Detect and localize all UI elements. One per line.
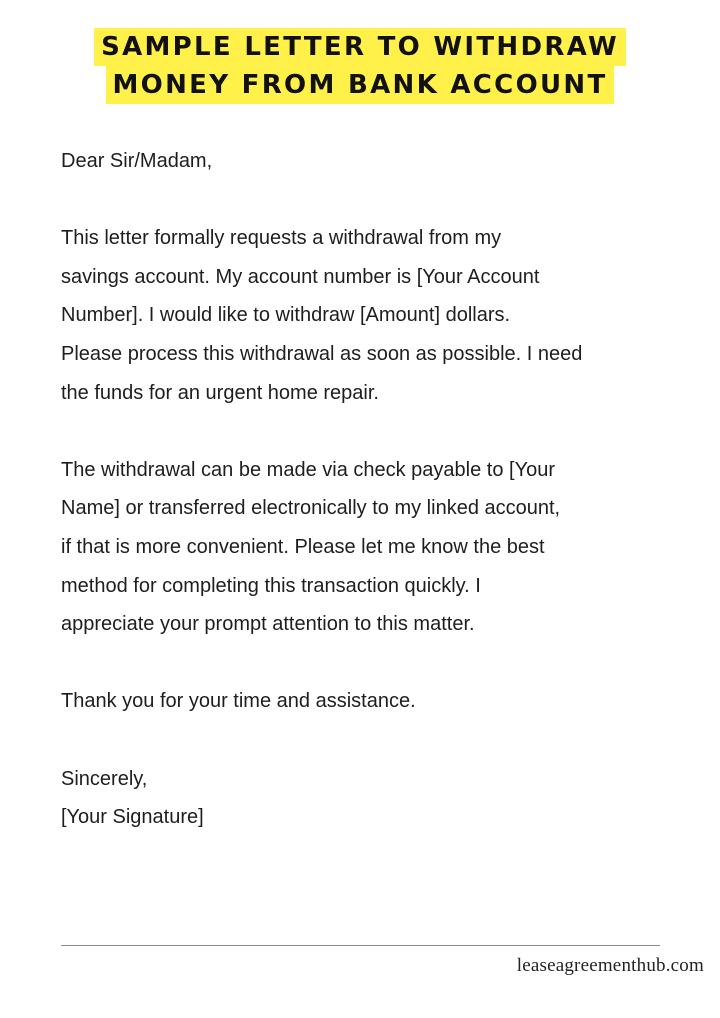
paragraph-line: Number]. I would like to withdraw [Amount] dollars.	[61, 304, 511, 327]
closing: Sincerely,	[61, 767, 148, 790]
sign-off	[61, 760, 701, 837]
page-title	[0, 28, 720, 104]
paragraph-line: if that is more convenient. Please let me know the best	[61, 535, 545, 558]
footer-divider	[61, 945, 660, 946]
salutation: Dear Sir/Madam,	[61, 150, 213, 172]
paragraph-line: savings account. My account number is [Your Account	[61, 265, 540, 288]
paragraph-method	[61, 451, 701, 644]
website-credit: leaseagreementhub.com	[516, 955, 704, 976]
paragraph-request	[61, 219, 701, 412]
paragraph-line: Name] or transferred electronically to my linked account,	[61, 497, 561, 520]
paragraph-line: The withdrawal can be made via check payable to [Your	[61, 458, 555, 481]
title-line-2: MONEY FROM BANK ACCOUNT	[106, 66, 615, 104]
paragraph-line: method for completing this transaction quickly. I	[61, 574, 481, 597]
paragraph-line: Please process this withdrawal as soon as possible. I need	[61, 342, 583, 365]
letter-body	[61, 142, 701, 837]
paragraph-line: appreciate your prompt attention to this matter.	[61, 613, 475, 636]
title-line-1: SAMPLE LETTER TO WITHDRAW	[94, 28, 626, 66]
thank-you-line: Thank you for your time and assistance.	[61, 690, 416, 713]
paragraph-line: the funds for an urgent home repair.	[61, 381, 379, 404]
paragraph-line: This letter formally requests a withdrawal from my	[61, 227, 502, 250]
signature-placeholder: [Your Signature]	[61, 806, 204, 829]
